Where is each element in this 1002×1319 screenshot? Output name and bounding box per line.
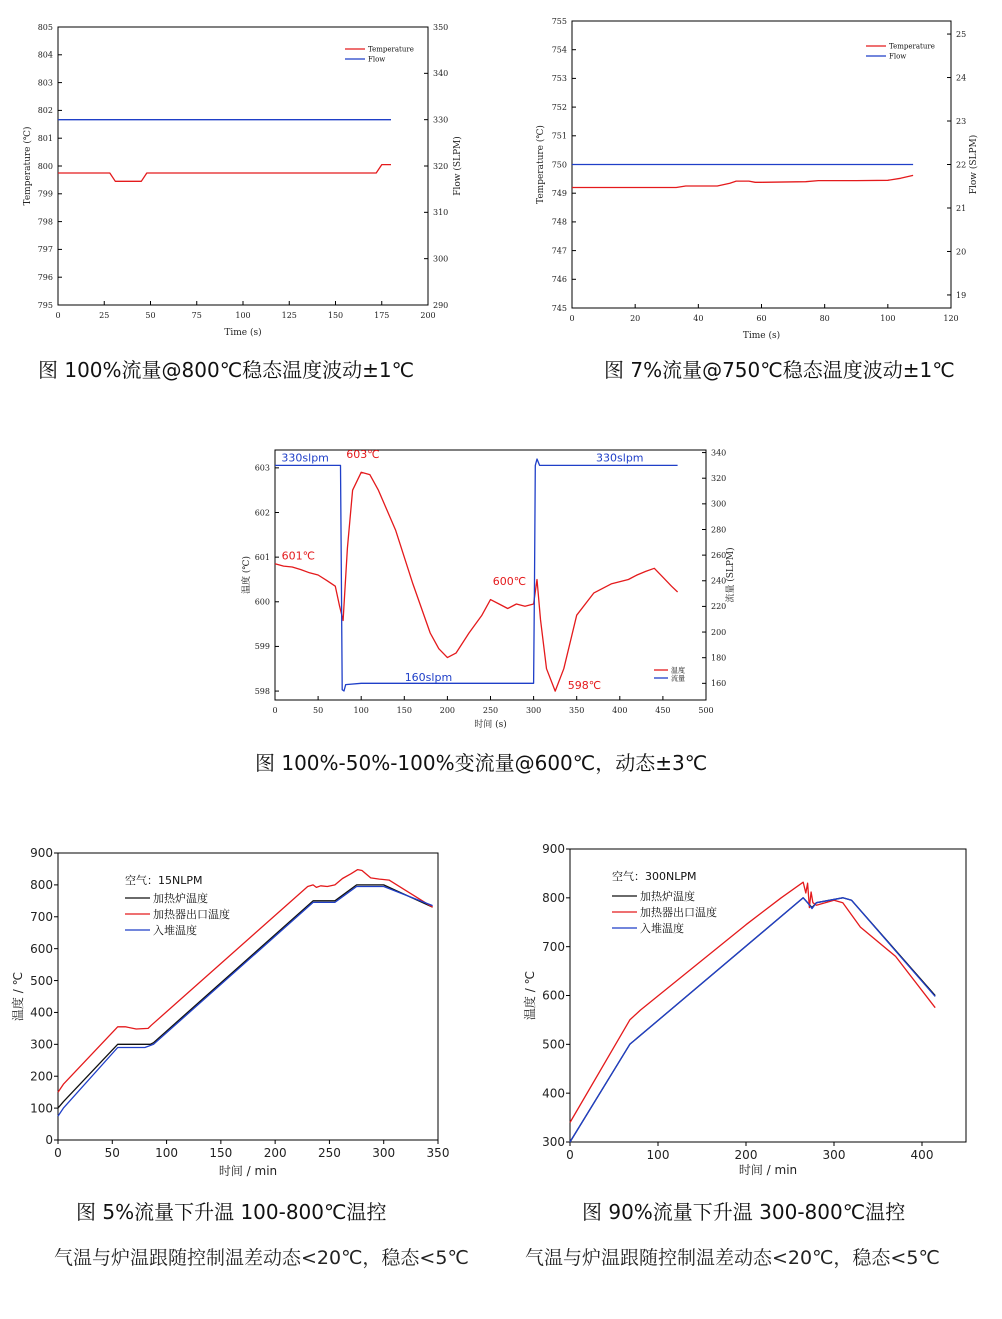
y-tick-label: 700: [542, 939, 565, 954]
x-tick-label: 100: [353, 706, 369, 715]
x-tick-label: 80: [819, 314, 830, 323]
x-axis-label: Time (s): [742, 331, 781, 341]
y-tick-label: 598: [254, 686, 270, 696]
y-axis-label: 温度 / ℃: [523, 970, 537, 1021]
legend-title: 空气：300NLPM: [612, 870, 697, 883]
caption-chart1: 图 100%流量@800℃稳态温度波动±1℃: [38, 358, 415, 382]
plot-frame: [275, 450, 706, 700]
series-line-1: [58, 870, 433, 1093]
x-tick-label: 300: [525, 706, 542, 715]
y-tick-label: 200: [30, 1069, 53, 1084]
legend-entry: 入堆温度: [153, 923, 197, 937]
y-tick-label: 752: [551, 102, 567, 112]
x-tick-label: 75: [191, 311, 202, 320]
y-tick-label: 800: [37, 161, 53, 171]
x-tick-label: 100: [880, 314, 896, 323]
y-tick-label: 300: [30, 1037, 53, 1052]
y-tick-label: 100: [30, 1101, 53, 1116]
y-tick-label: 746: [551, 275, 567, 285]
y-tick-label: 753: [551, 74, 567, 84]
y2-tick-label: 320: [433, 161, 449, 171]
y-tick-label: 755: [551, 16, 567, 26]
legend-entry: 加热炉温度: [153, 891, 208, 905]
y-tick-label: 601: [254, 552, 270, 562]
caption-chart4: 图 5%流量下升温 100-800℃温控: [76, 1200, 387, 1224]
note-chart4: 气温与炉温跟随控制温差动态<20℃，稳态<5℃: [54, 1247, 469, 1269]
annotation-label: 598℃: [567, 678, 602, 692]
y-tick-label: 600: [254, 597, 270, 607]
y2-tick-label: 19: [956, 290, 967, 300]
x-tick-label: 200: [263, 1146, 287, 1160]
x-tick-label: 0: [272, 706, 278, 715]
legend-entry: 加热器出口温度: [153, 907, 230, 921]
y2-tick-label: 20: [956, 247, 967, 257]
chart1: [22, 23, 463, 338]
legend: [866, 42, 935, 60]
y2-tick-label: 25: [956, 29, 967, 39]
series-line-0: [572, 175, 913, 187]
legend: [125, 873, 230, 937]
y-tick-label: 500: [542, 1037, 565, 1052]
annotation-label: 600℃: [492, 574, 527, 588]
y2-tick-label: 260: [711, 550, 727, 560]
y2-tick-label: 320: [711, 474, 727, 484]
y2-axis-label: Flow (SLPM): [969, 134, 979, 195]
chart3: [240, 448, 736, 730]
x-tick-label: 400: [612, 706, 628, 715]
y-tick-label: 805: [37, 22, 53, 32]
legend-entry: Temperature: [889, 42, 935, 51]
y2-tick-label: 300: [433, 254, 449, 264]
y2-tick-label: 180: [711, 653, 727, 663]
x-tick-label: 400: [910, 1148, 934, 1162]
y-tick-label: 749: [551, 189, 567, 198]
y2-tick-label: 23: [956, 116, 967, 126]
x-tick-label: 0: [54, 1146, 62, 1160]
annotation-label: 330slpm: [596, 451, 644, 465]
x-tick-label: 350: [569, 706, 585, 715]
y2-tick-label: 22: [956, 160, 967, 170]
y-tick-label: 600: [30, 941, 53, 956]
note-chart5: 气温与炉温跟随控制温差动态<20℃，稳态<5℃: [525, 1247, 940, 1269]
y-tick-label: 600: [542, 988, 565, 1003]
series-line-2: [570, 898, 935, 1142]
plot-frame: [58, 27, 428, 305]
annotation-label: 603℃: [346, 448, 380, 462]
x-tick-label: 150: [327, 311, 344, 320]
x-tick-label: 150: [396, 706, 412, 715]
x-tick-label: 120: [943, 314, 959, 323]
y2-axis-label: 流量 (SLPM): [726, 547, 736, 603]
y-tick-label: 400: [30, 1005, 53, 1020]
legend-entry: Flow: [889, 52, 907, 61]
caption-chart2: 图 7%流量@750℃稳态温度波动±1℃: [604, 358, 955, 382]
y2-tick-label: 280: [711, 525, 727, 535]
x-tick-label: 0: [569, 314, 575, 323]
y-tick-label: 754: [551, 45, 567, 55]
y2-tick-label: 220: [711, 602, 727, 612]
x-tick-label: 500: [698, 706, 714, 715]
y-tick-label: 748: [551, 217, 567, 227]
y2-tick-label: 340: [711, 448, 727, 458]
legend-entry: Flow: [368, 55, 386, 64]
x-tick-label: 200: [734, 1148, 758, 1162]
y2-tick-label: 24: [956, 73, 967, 83]
x-tick-label: 0: [566, 1148, 574, 1162]
y-tick-label: 599: [254, 642, 270, 652]
chart4: [10, 846, 449, 1178]
y-tick-label: 803: [37, 78, 53, 88]
legend-entry: 入堆温度: [640, 921, 684, 935]
chart2: [535, 17, 979, 341]
y-tick-label: 747: [551, 246, 567, 256]
x-tick-label: 250: [482, 706, 499, 715]
y-tick-label: 900: [542, 842, 565, 857]
y-tick-label: 804: [37, 50, 53, 60]
series-line-2: [58, 887, 433, 1117]
x-tick-label: 25: [99, 311, 110, 320]
y-tick-label: 795: [37, 300, 53, 310]
x-axis-label: Time (s): [224, 328, 262, 338]
x-tick-label: 200: [420, 311, 436, 320]
x-axis-label: 时间 / min: [738, 1163, 798, 1177]
annotation-label: 330slpm: [281, 451, 329, 465]
y-tick-label: 800: [30, 878, 53, 893]
y2-tick-label: 300: [711, 499, 727, 509]
x-tick-label: 200: [439, 706, 456, 715]
legend-title: 空气：15NLPM: [125, 874, 203, 887]
series-line-0: [275, 472, 678, 691]
y-tick-label: 750: [551, 160, 567, 170]
x-tick-label: 300: [372, 1146, 396, 1160]
annotation-label: 601℃: [281, 549, 315, 563]
y-axis-label: Temperature (℃): [23, 126, 33, 206]
series-line-1: [275, 459, 678, 691]
x-tick-label: 350: [426, 1146, 450, 1160]
y2-axis-label: Flow (SLPM): [453, 136, 463, 196]
y-tick-label: 797: [37, 245, 53, 255]
x-tick-label: 250: [317, 1146, 341, 1160]
y-tick-label: 799: [37, 189, 53, 199]
y-tick-label: 900: [30, 846, 53, 861]
series-line-0: [58, 885, 433, 1108]
series-line-0: [58, 165, 391, 182]
plot-frame: [570, 849, 966, 1142]
y-tick-label: 798: [37, 217, 53, 227]
y2-tick-label: 160: [711, 679, 727, 689]
caption-chart5: 图 90%流量下升温 300-800℃温控: [582, 1200, 906, 1224]
legend: [654, 665, 685, 682]
y-tick-label: 751: [551, 131, 567, 141]
y-axis-label: 温度 / ℃: [11, 971, 25, 1022]
legend: [612, 869, 717, 935]
y2-tick-label: 200: [711, 627, 727, 637]
x-tick-label: 100: [235, 311, 251, 320]
y-tick-label: 0: [45, 1133, 53, 1148]
y-tick-label: 800: [542, 891, 565, 906]
series-line-1: [570, 882, 935, 1122]
x-tick-label: 150: [209, 1146, 233, 1160]
x-tick-label: 20: [630, 314, 641, 323]
x-tick-label: 125: [281, 311, 297, 320]
x-tick-label: 40: [693, 314, 704, 323]
y2-tick-label: 330: [433, 115, 449, 125]
legend-entry: Temperature: [368, 45, 414, 54]
x-axis-label: 时间 (s): [474, 720, 507, 730]
x-tick-label: 0: [55, 311, 61, 320]
x-tick-label: 100: [155, 1146, 179, 1160]
x-tick-label: 175: [374, 311, 390, 320]
y-tick-label: 500: [30, 973, 53, 988]
y-tick-label: 300: [542, 1135, 565, 1150]
x-tick-label: 60: [756, 314, 767, 323]
y-tick-label: 796: [37, 273, 53, 282]
caption-chart3: 图 100%-50%-100%变流量@600℃，动态±3℃: [255, 751, 708, 775]
y-tick-label: 400: [542, 1086, 565, 1101]
plot-frame: [58, 853, 438, 1140]
x-axis-label: 时间 / min: [218, 1164, 278, 1178]
y-tick-label: 602: [254, 508, 270, 518]
x-tick-label: 300: [822, 1148, 846, 1162]
y2-tick-label: 340: [433, 69, 449, 79]
annotation-label: 160slpm: [404, 670, 453, 684]
x-tick-label: 50: [313, 706, 324, 715]
y-tick-label: 603: [254, 463, 270, 473]
y-tick-label: 745: [551, 303, 567, 313]
y2-tick-label: 21: [956, 203, 967, 213]
legend-entry: 温度: [671, 666, 685, 675]
x-tick-label: 50: [145, 311, 156, 320]
y-tick-label: 801: [37, 134, 53, 143]
y-tick-label: 700: [30, 909, 53, 924]
y2-tick-label: 240: [711, 576, 727, 586]
x-tick-label: 450: [655, 706, 671, 715]
legend-entry: 流量: [671, 674, 685, 683]
y-axis-label: 温度 (℃): [242, 556, 252, 594]
x-tick-label: 50: [104, 1146, 120, 1160]
chart5: [522, 842, 966, 1177]
legend: [345, 45, 414, 63]
legend-entry: 加热炉温度: [640, 889, 695, 903]
y2-tick-label: 290: [433, 300, 449, 310]
y-tick-label: 802: [37, 106, 53, 116]
y-axis-label: Temperature (℃): [536, 125, 546, 204]
legend-entry: 加热器出口温度: [640, 905, 717, 919]
x-tick-label: 100: [646, 1148, 670, 1162]
y2-tick-label: 350: [433, 22, 449, 32]
y2-tick-label: 310: [433, 208, 449, 218]
